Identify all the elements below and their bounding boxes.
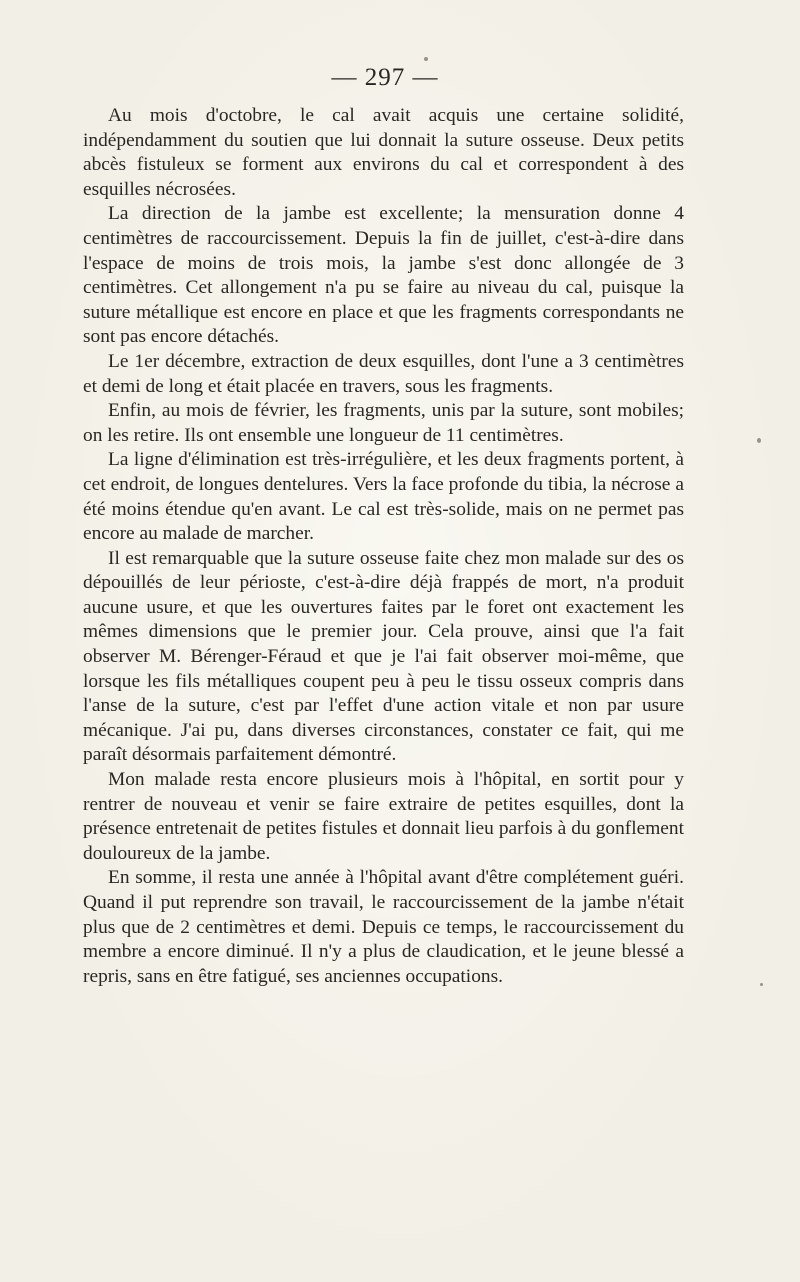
ink-speck	[424, 57, 428, 61]
paragraph: Le 1er décembre, extraction de deux esquilles, dont l'une a 3 centimètres et demi de long et était placée en travers, sous les fragments.	[83, 350, 684, 397]
paragraph: La direction de la jambe est excellente; la mensuration donne 4 centimètres de raccourcissement. Depuis la fin de juillet, c'est-à-dire dans l'espace de moins de trois mois, la jambe s'est donc allongée de 3 centimètres. Cet allongement n'a pu se faire au niveau du cal, puisque la suture métallique est encore en place et que les fragments correspondants ne sont pas encore détachés.	[83, 203, 684, 348]
paragraph: La ligne d'élimination est très-irrégulière, et les deux fragments portent, à cet endroit, de longues dentelures. Vers la face profonde du tibia, la nécrose a été moins étendue qu'en avant. Le cal est très-solide, mais on ne permet pas encore au malade de marcher.	[83, 449, 684, 545]
body-text	[83, 104, 684, 989]
page-number: — 297 —	[331, 64, 439, 91]
paragraph: Il est remarquable que la suture osseuse faite chez mon malade sur des os dépouillés de leur périoste, c'est-à-dire déjà frappés de mort, n'a produit aucune usure, et que les ouvertures faites par le foret ont exactement les mêmes dimensions que le premier jour. Cela prouve, ainsi que l'a fait observer M. Bérenger-Féraud et que je l'ai fait observer moi-même, que lorsque les fils métalliques coupent peu à peu le tissu osseux compris dans l'anse de la suture, c'est par l'effet d'une action vitale et non par usure mécanique. J'ai pu, dans diverses circonstances, constater ce fait, qui me paraît désormais parfaitement démontré.	[83, 547, 684, 766]
paragraph: Au mois d'octobre, le cal avait acquis une certaine solidité, indépendamment du soutien que lui donnait la suture osseuse. Deux petits abcès fistuleux se forment aux environs du cal et correspondent à des esquilles nécrosées.	[83, 105, 684, 200]
paragraph: Mon malade resta encore plusieurs mois à l'hôpital, en sortit pour y rentrer de nouveau et venir se faire extraire de petites esquilles, dont la présence entretenait de petites fistules et donnait lieu parfois à du gonflement douloureux de la jambe.	[83, 769, 684, 864]
ink-speck	[757, 438, 761, 443]
paragraph: En somme, il resta une année à l'hôpital avant d'être complétement guéri. Quand il put reprendre son travail, le raccourcissement de la jambe n'était plus que de 2 centimètres et demi. Depuis ce temps, le raccourcissement du membre a encore diminué. Il n'y a plus de claudication, et le jeune blessé a repris, sans en être fatigué, ses anciennes occupations.	[83, 867, 684, 987]
ink-speck	[760, 983, 763, 986]
paragraph: Enfin, au mois de février, les fragments, unis par la suture, sont mobiles; on les retire. Ils ont ensemble une longueur de 11 centimètres.	[83, 400, 684, 446]
